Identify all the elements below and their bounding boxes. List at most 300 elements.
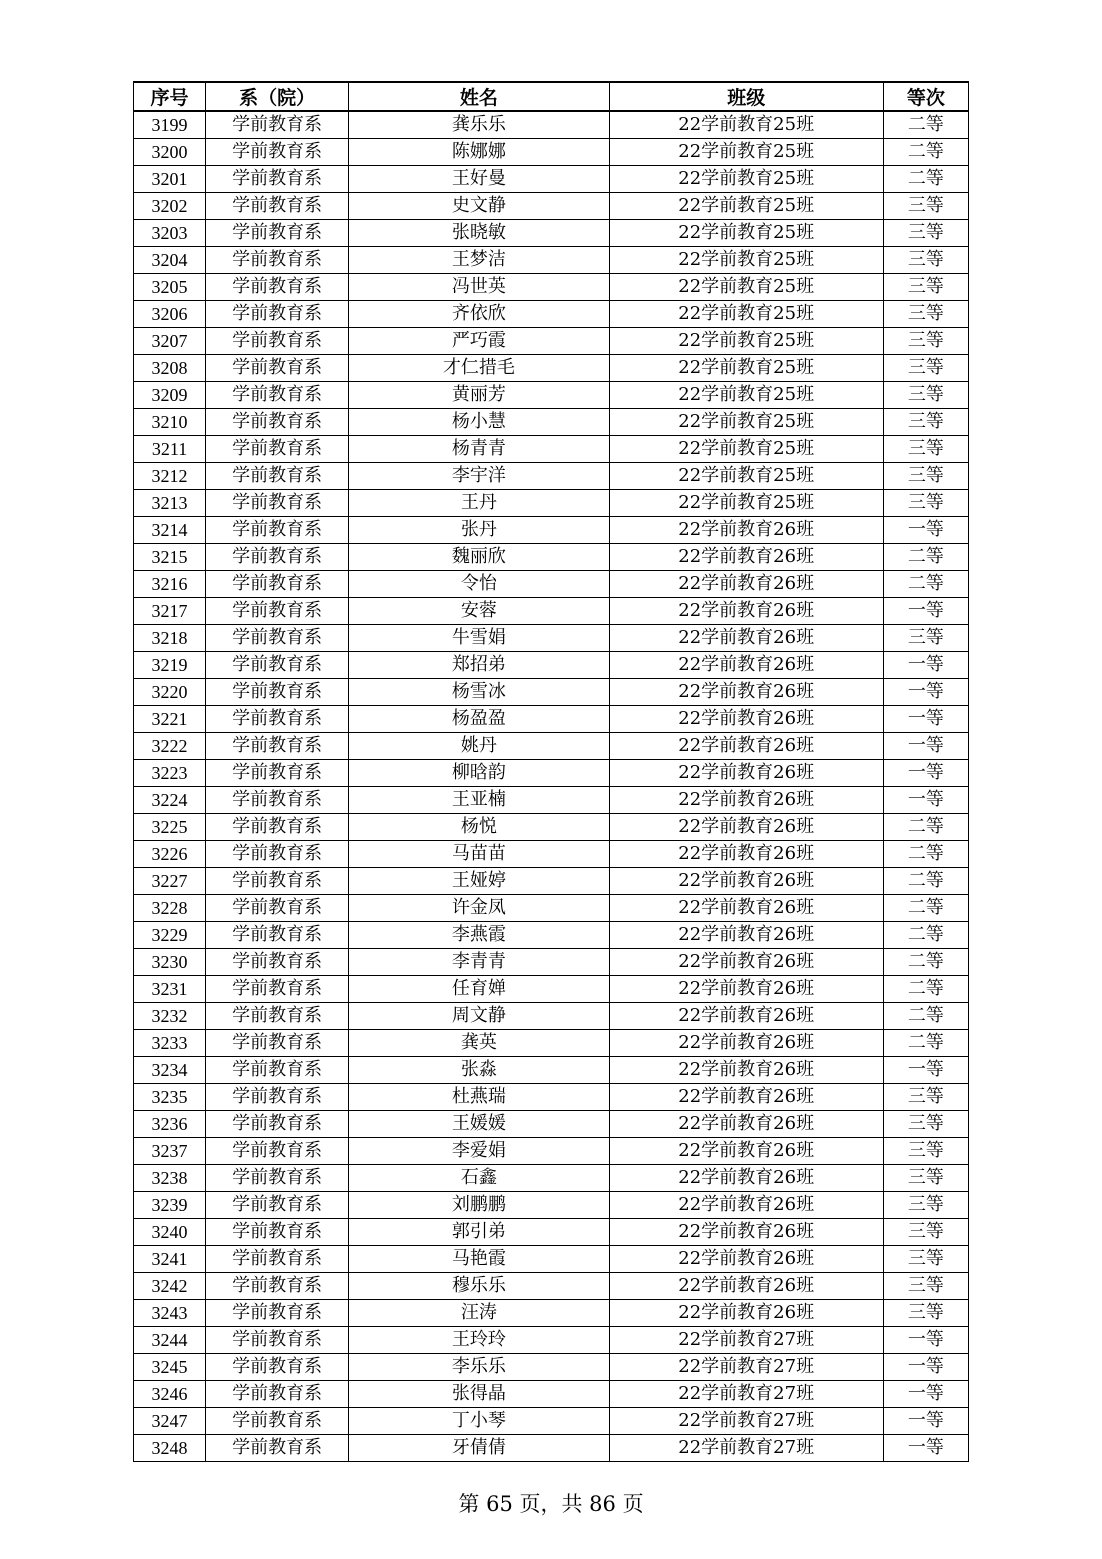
table-row xyxy=(134,679,969,706)
cell-department: 学前教育系 xyxy=(206,409,349,436)
cell-department: 学前教育系 xyxy=(206,436,349,463)
cell-grade: 二等 xyxy=(883,544,968,571)
cell-serial-no: 3245 xyxy=(134,1354,206,1381)
cell-grade: 二等 xyxy=(883,1030,968,1057)
cell-class: 22学前教育26班 xyxy=(609,625,883,652)
cell-grade: 三等 xyxy=(883,1138,968,1165)
cell-serial-no: 3199 xyxy=(134,111,206,139)
cell-name: 王玲玲 xyxy=(349,1327,609,1354)
cell-name: 杨青青 xyxy=(349,436,609,463)
table-body xyxy=(134,111,969,1462)
cell-class: 22学前教育26班 xyxy=(609,1165,883,1192)
cell-department: 学前教育系 xyxy=(206,679,349,706)
table-row xyxy=(134,1111,969,1138)
cell-grade: 三等 xyxy=(883,274,968,301)
cell-class: 22学前教育26班 xyxy=(609,544,883,571)
cell-department: 学前教育系 xyxy=(206,328,349,355)
header-row xyxy=(134,82,969,111)
cell-grade: 一等 xyxy=(883,517,968,544)
cell-name: 李宇洋 xyxy=(349,463,609,490)
cell-serial-no: 3240 xyxy=(134,1219,206,1246)
table-row xyxy=(134,949,969,976)
table-row xyxy=(134,1246,969,1273)
cell-serial-no: 3222 xyxy=(134,733,206,760)
cell-serial-no: 3231 xyxy=(134,976,206,1003)
header-serial-no: 序号 xyxy=(134,82,206,111)
table-row xyxy=(134,1327,969,1354)
cell-department: 学前教育系 xyxy=(206,463,349,490)
header-class: 班级 xyxy=(609,82,883,111)
table-row xyxy=(134,1381,969,1408)
cell-department: 学前教育系 xyxy=(206,706,349,733)
cell-class: 22学前教育26班 xyxy=(609,706,883,733)
cell-serial-no: 3209 xyxy=(134,382,206,409)
cell-serial-no: 3212 xyxy=(134,463,206,490)
cell-class: 22学前教育25班 xyxy=(609,193,883,220)
cell-class: 22学前教育26班 xyxy=(609,814,883,841)
cell-name: 杜燕瑞 xyxy=(349,1084,609,1111)
cell-department: 学前教育系 xyxy=(206,976,349,1003)
table-row xyxy=(134,1300,969,1327)
cell-grade: 三等 xyxy=(883,220,968,247)
cell-department: 学前教育系 xyxy=(206,1408,349,1435)
cell-class: 22学前教育25班 xyxy=(609,139,883,166)
cell-class: 22学前教育26班 xyxy=(609,1111,883,1138)
cell-name: 马苗苗 xyxy=(349,841,609,868)
cell-grade: 二等 xyxy=(883,895,968,922)
cell-serial-no: 3230 xyxy=(134,949,206,976)
cell-name: 王好曼 xyxy=(349,166,609,193)
cell-class: 22学前教育26班 xyxy=(609,1057,883,1084)
table-row xyxy=(134,1057,969,1084)
cell-grade: 一等 xyxy=(883,787,968,814)
cell-name: 陈娜娜 xyxy=(349,139,609,166)
cell-grade: 三等 xyxy=(883,1111,968,1138)
cell-serial-no: 3202 xyxy=(134,193,206,220)
cell-department: 学前教育系 xyxy=(206,111,349,139)
cell-department: 学前教育系 xyxy=(206,544,349,571)
table-row xyxy=(134,1084,969,1111)
cell-serial-no: 3217 xyxy=(134,598,206,625)
cell-class: 22学前教育26班 xyxy=(609,517,883,544)
cell-grade: 二等 xyxy=(883,868,968,895)
cell-class: 22学前教育25班 xyxy=(609,111,883,139)
cell-class: 22学前教育27班 xyxy=(609,1408,883,1435)
cell-class: 22学前教育25班 xyxy=(609,463,883,490)
cell-name: 杨雪冰 xyxy=(349,679,609,706)
cell-name: 冯世英 xyxy=(349,274,609,301)
cell-grade: 三等 xyxy=(883,301,968,328)
cell-serial-no: 3228 xyxy=(134,895,206,922)
table-row xyxy=(134,301,969,328)
cell-serial-no: 3205 xyxy=(134,274,206,301)
table-row xyxy=(134,355,969,382)
cell-name: 王娅婷 xyxy=(349,868,609,895)
table-row xyxy=(134,409,969,436)
cell-grade: 一等 xyxy=(883,1408,968,1435)
cell-class: 22学前教育25班 xyxy=(609,409,883,436)
cell-serial-no: 3206 xyxy=(134,301,206,328)
table-row xyxy=(134,571,969,598)
cell-grade: 三等 xyxy=(883,1219,968,1246)
cell-class: 22学前教育25班 xyxy=(609,301,883,328)
cell-serial-no: 3207 xyxy=(134,328,206,355)
cell-department: 学前教育系 xyxy=(206,652,349,679)
cell-class: 22学前教育26班 xyxy=(609,1273,883,1300)
cell-class: 22学前教育26班 xyxy=(609,1003,883,1030)
table-row xyxy=(134,382,969,409)
cell-serial-no: 3239 xyxy=(134,1192,206,1219)
cell-serial-no: 3203 xyxy=(134,220,206,247)
cell-name: 张得晶 xyxy=(349,1381,609,1408)
cell-class: 22学前教育25班 xyxy=(609,247,883,274)
cell-department: 学前教育系 xyxy=(206,1003,349,1030)
table-row xyxy=(134,841,969,868)
cell-department: 学前教育系 xyxy=(206,760,349,787)
cell-department: 学前教育系 xyxy=(206,301,349,328)
cell-class: 22学前教育26班 xyxy=(609,760,883,787)
table-row xyxy=(134,976,969,1003)
cell-serial-no: 3219 xyxy=(134,652,206,679)
cell-department: 学前教育系 xyxy=(206,1300,349,1327)
cell-name: 李爱娟 xyxy=(349,1138,609,1165)
header-department: 系（院） xyxy=(206,82,349,111)
cell-grade: 三等 xyxy=(883,1165,968,1192)
table-row xyxy=(134,1273,969,1300)
cell-name: 杨悦 xyxy=(349,814,609,841)
cell-department: 学前教育系 xyxy=(206,1435,349,1462)
cell-department: 学前教育系 xyxy=(206,1354,349,1381)
cell-department: 学前教育系 xyxy=(206,193,349,220)
table-row xyxy=(134,787,969,814)
table-row xyxy=(134,868,969,895)
cell-grade: 三等 xyxy=(883,625,968,652)
table-row xyxy=(134,895,969,922)
cell-name: 杨小慧 xyxy=(349,409,609,436)
cell-class: 22学前教育26班 xyxy=(609,868,883,895)
table-header xyxy=(134,82,969,111)
cell-class: 22学前教育26班 xyxy=(609,679,883,706)
cell-department: 学前教育系 xyxy=(206,1381,349,1408)
cell-grade: 一等 xyxy=(883,706,968,733)
cell-department: 学前教育系 xyxy=(206,1219,349,1246)
table-row xyxy=(134,706,969,733)
cell-class: 22学前教育26班 xyxy=(609,1192,883,1219)
table-row xyxy=(134,193,969,220)
cell-class: 22学前教育25班 xyxy=(609,355,883,382)
cell-name: 杨盈盈 xyxy=(349,706,609,733)
cell-grade: 三等 xyxy=(883,409,968,436)
cell-name: 史文静 xyxy=(349,193,609,220)
cell-class: 22学前教育26班 xyxy=(609,949,883,976)
cell-serial-no: 3224 xyxy=(134,787,206,814)
cell-name: 张晓敏 xyxy=(349,220,609,247)
cell-grade: 一等 xyxy=(883,679,968,706)
cell-class: 22学前教育26班 xyxy=(609,733,883,760)
cell-name: 任育婵 xyxy=(349,976,609,1003)
cell-name: 周文静 xyxy=(349,1003,609,1030)
cell-serial-no: 3225 xyxy=(134,814,206,841)
table-row xyxy=(134,328,969,355)
cell-class: 22学前教育25班 xyxy=(609,436,883,463)
cell-serial-no: 3223 xyxy=(134,760,206,787)
cell-name: 安蓉 xyxy=(349,598,609,625)
table-row xyxy=(134,1030,969,1057)
cell-serial-no: 3213 xyxy=(134,490,206,517)
cell-name: 王丹 xyxy=(349,490,609,517)
table-row xyxy=(134,139,969,166)
cell-department: 学前教育系 xyxy=(206,922,349,949)
cell-grade: 三等 xyxy=(883,1246,968,1273)
table-row xyxy=(134,463,969,490)
table-row xyxy=(134,1192,969,1219)
cell-grade: 三等 xyxy=(883,193,968,220)
roster-table xyxy=(133,81,969,1462)
cell-grade: 一等 xyxy=(883,652,968,679)
cell-grade: 三等 xyxy=(883,1273,968,1300)
page-footer: 第 65 页，共 86 页 xyxy=(458,1492,644,1516)
cell-serial-no: 3215 xyxy=(134,544,206,571)
table-row xyxy=(134,760,969,787)
cell-department: 学前教育系 xyxy=(206,382,349,409)
cell-serial-no: 3227 xyxy=(134,868,206,895)
cell-grade: 二等 xyxy=(883,922,968,949)
cell-name: 穆乐乐 xyxy=(349,1273,609,1300)
cell-name: 郭引弟 xyxy=(349,1219,609,1246)
cell-serial-no: 3204 xyxy=(134,247,206,274)
cell-class: 22学前教育26班 xyxy=(609,922,883,949)
cell-serial-no: 3248 xyxy=(134,1435,206,1462)
cell-department: 学前教育系 xyxy=(206,220,349,247)
cell-serial-no: 3247 xyxy=(134,1408,206,1435)
cell-name: 龚英 xyxy=(349,1030,609,1057)
cell-grade: 二等 xyxy=(883,139,968,166)
table-row xyxy=(134,544,969,571)
table-row xyxy=(134,652,969,679)
cell-class: 22学前教育26班 xyxy=(609,1300,883,1327)
cell-serial-no: 3210 xyxy=(134,409,206,436)
cell-name: 李乐乐 xyxy=(349,1354,609,1381)
cell-department: 学前教育系 xyxy=(206,247,349,274)
cell-name: 魏丽欣 xyxy=(349,544,609,571)
cell-name: 张淼 xyxy=(349,1057,609,1084)
cell-department: 学前教育系 xyxy=(206,1111,349,1138)
cell-class: 22学前教育25班 xyxy=(609,220,883,247)
cell-department: 学前教育系 xyxy=(206,814,349,841)
cell-name: 牙倩倩 xyxy=(349,1435,609,1462)
cell-serial-no: 3216 xyxy=(134,571,206,598)
cell-name: 令怡 xyxy=(349,571,609,598)
cell-department: 学前教育系 xyxy=(206,895,349,922)
cell-class: 22学前教育26班 xyxy=(609,1219,883,1246)
cell-department: 学前教育系 xyxy=(206,1057,349,1084)
cell-name: 郑招弟 xyxy=(349,652,609,679)
cell-serial-no: 3214 xyxy=(134,517,206,544)
cell-department: 学前教育系 xyxy=(206,841,349,868)
cell-grade: 三等 xyxy=(883,1084,968,1111)
cell-name: 齐依欣 xyxy=(349,301,609,328)
cell-grade: 一等 xyxy=(883,1057,968,1084)
table-row xyxy=(134,274,969,301)
cell-grade: 一等 xyxy=(883,760,968,787)
table-row xyxy=(134,814,969,841)
cell-name: 牛雪娟 xyxy=(349,625,609,652)
cell-department: 学前教育系 xyxy=(206,1084,349,1111)
table-row xyxy=(134,733,969,760)
table-row xyxy=(134,517,969,544)
cell-class: 22学前教育26班 xyxy=(609,787,883,814)
cell-class: 22学前教育26班 xyxy=(609,895,883,922)
cell-serial-no: 3218 xyxy=(134,625,206,652)
table-row xyxy=(134,1219,969,1246)
cell-class: 22学前教育25班 xyxy=(609,166,883,193)
cell-serial-no: 3221 xyxy=(134,706,206,733)
cell-grade: 三等 xyxy=(883,463,968,490)
table-row xyxy=(134,111,969,139)
cell-grade: 二等 xyxy=(883,841,968,868)
table-row xyxy=(134,247,969,274)
header-name: 姓名 xyxy=(349,82,609,111)
cell-serial-no: 3211 xyxy=(134,436,206,463)
cell-class: 22学前教育26班 xyxy=(609,976,883,1003)
cell-department: 学前教育系 xyxy=(206,490,349,517)
cell-class: 22学前教育26班 xyxy=(609,841,883,868)
cell-grade: 一等 xyxy=(883,1435,968,1462)
cell-serial-no: 3232 xyxy=(134,1003,206,1030)
cell-department: 学前教育系 xyxy=(206,1327,349,1354)
cell-department: 学前教育系 xyxy=(206,139,349,166)
cell-class: 22学前教育26班 xyxy=(609,1246,883,1273)
cell-name: 王亚楠 xyxy=(349,787,609,814)
cell-serial-no: 3237 xyxy=(134,1138,206,1165)
cell-department: 学前教育系 xyxy=(206,1138,349,1165)
cell-name: 黄丽芳 xyxy=(349,382,609,409)
cell-grade: 三等 xyxy=(883,382,968,409)
cell-name: 柳晗韵 xyxy=(349,760,609,787)
cell-serial-no: 3238 xyxy=(134,1165,206,1192)
cell-department: 学前教育系 xyxy=(206,625,349,652)
cell-class: 22学前教育25班 xyxy=(609,490,883,517)
cell-grade: 三等 xyxy=(883,247,968,274)
cell-grade: 二等 xyxy=(883,814,968,841)
cell-grade: 一等 xyxy=(883,598,968,625)
cell-name: 汪涛 xyxy=(349,1300,609,1327)
cell-serial-no: 3200 xyxy=(134,139,206,166)
cell-serial-no: 3244 xyxy=(134,1327,206,1354)
cell-name: 姚丹 xyxy=(349,733,609,760)
table-row xyxy=(134,1138,969,1165)
table-row xyxy=(134,436,969,463)
cell-name: 马艳霞 xyxy=(349,1246,609,1273)
cell-grade: 二等 xyxy=(883,166,968,193)
table-row xyxy=(134,922,969,949)
cell-grade: 一等 xyxy=(883,1327,968,1354)
cell-serial-no: 3220 xyxy=(134,679,206,706)
cell-grade: 一等 xyxy=(883,733,968,760)
cell-name: 丁小琴 xyxy=(349,1408,609,1435)
table-row xyxy=(134,1354,969,1381)
cell-department: 学前教育系 xyxy=(206,274,349,301)
table-row xyxy=(134,490,969,517)
cell-serial-no: 3242 xyxy=(134,1273,206,1300)
cell-grade: 二等 xyxy=(883,976,968,1003)
table-row xyxy=(134,625,969,652)
cell-grade: 一等 xyxy=(883,1354,968,1381)
cell-class: 22学前教育26班 xyxy=(609,1084,883,1111)
cell-name: 才仁措毛 xyxy=(349,355,609,382)
cell-serial-no: 3208 xyxy=(134,355,206,382)
cell-serial-no: 3246 xyxy=(134,1381,206,1408)
cell-serial-no: 3243 xyxy=(134,1300,206,1327)
table-row xyxy=(134,1165,969,1192)
cell-grade: 一等 xyxy=(883,1381,968,1408)
cell-grade: 三等 xyxy=(883,490,968,517)
cell-grade: 三等 xyxy=(883,328,968,355)
cell-class: 22学前教育27班 xyxy=(609,1381,883,1408)
cell-department: 学前教育系 xyxy=(206,1246,349,1273)
cell-department: 学前教育系 xyxy=(206,571,349,598)
cell-class: 22学前教育26班 xyxy=(609,1138,883,1165)
cell-class: 22学前教育26班 xyxy=(609,652,883,679)
cell-grade: 三等 xyxy=(883,436,968,463)
cell-class: 22学前教育26班 xyxy=(609,598,883,625)
cell-department: 学前教育系 xyxy=(206,733,349,760)
cell-serial-no: 3226 xyxy=(134,841,206,868)
cell-department: 学前教育系 xyxy=(206,598,349,625)
cell-department: 学前教育系 xyxy=(206,1273,349,1300)
cell-department: 学前教育系 xyxy=(206,1192,349,1219)
cell-department: 学前教育系 xyxy=(206,166,349,193)
cell-name: 王媛媛 xyxy=(349,1111,609,1138)
cell-serial-no: 3201 xyxy=(134,166,206,193)
cell-grade: 二等 xyxy=(883,111,968,139)
cell-name: 刘鹏鹏 xyxy=(349,1192,609,1219)
table-row xyxy=(134,220,969,247)
cell-class: 22学前教育26班 xyxy=(609,1030,883,1057)
cell-department: 学前教育系 xyxy=(206,517,349,544)
cell-name: 许金凤 xyxy=(349,895,609,922)
cell-department: 学前教育系 xyxy=(206,868,349,895)
cell-name: 严巧霞 xyxy=(349,328,609,355)
cell-department: 学前教育系 xyxy=(206,787,349,814)
cell-name: 龚乐乐 xyxy=(349,111,609,139)
cell-name: 石鑫 xyxy=(349,1165,609,1192)
cell-name: 王梦洁 xyxy=(349,247,609,274)
cell-serial-no: 3241 xyxy=(134,1246,206,1273)
cell-name: 李燕霞 xyxy=(349,922,609,949)
cell-grade: 二等 xyxy=(883,1003,968,1030)
cell-grade: 三等 xyxy=(883,355,968,382)
cell-department: 学前教育系 xyxy=(206,1165,349,1192)
cell-class: 22学前教育27班 xyxy=(609,1435,883,1462)
cell-serial-no: 3229 xyxy=(134,922,206,949)
cell-class: 22学前教育25班 xyxy=(609,328,883,355)
cell-grade: 三等 xyxy=(883,1192,968,1219)
cell-class: 22学前教育25班 xyxy=(609,274,883,301)
table-row xyxy=(134,166,969,193)
cell-department: 学前教育系 xyxy=(206,1030,349,1057)
cell-serial-no: 3233 xyxy=(134,1030,206,1057)
cell-grade: 二等 xyxy=(883,571,968,598)
cell-serial-no: 3234 xyxy=(134,1057,206,1084)
cell-class: 22学前教育27班 xyxy=(609,1327,883,1354)
cell-class: 22学前教育26班 xyxy=(609,571,883,598)
header-grade: 等次 xyxy=(883,82,968,111)
cell-class: 22学前教育27班 xyxy=(609,1354,883,1381)
cell-name: 李青青 xyxy=(349,949,609,976)
cell-grade: 三等 xyxy=(883,1300,968,1327)
table-row xyxy=(134,598,969,625)
